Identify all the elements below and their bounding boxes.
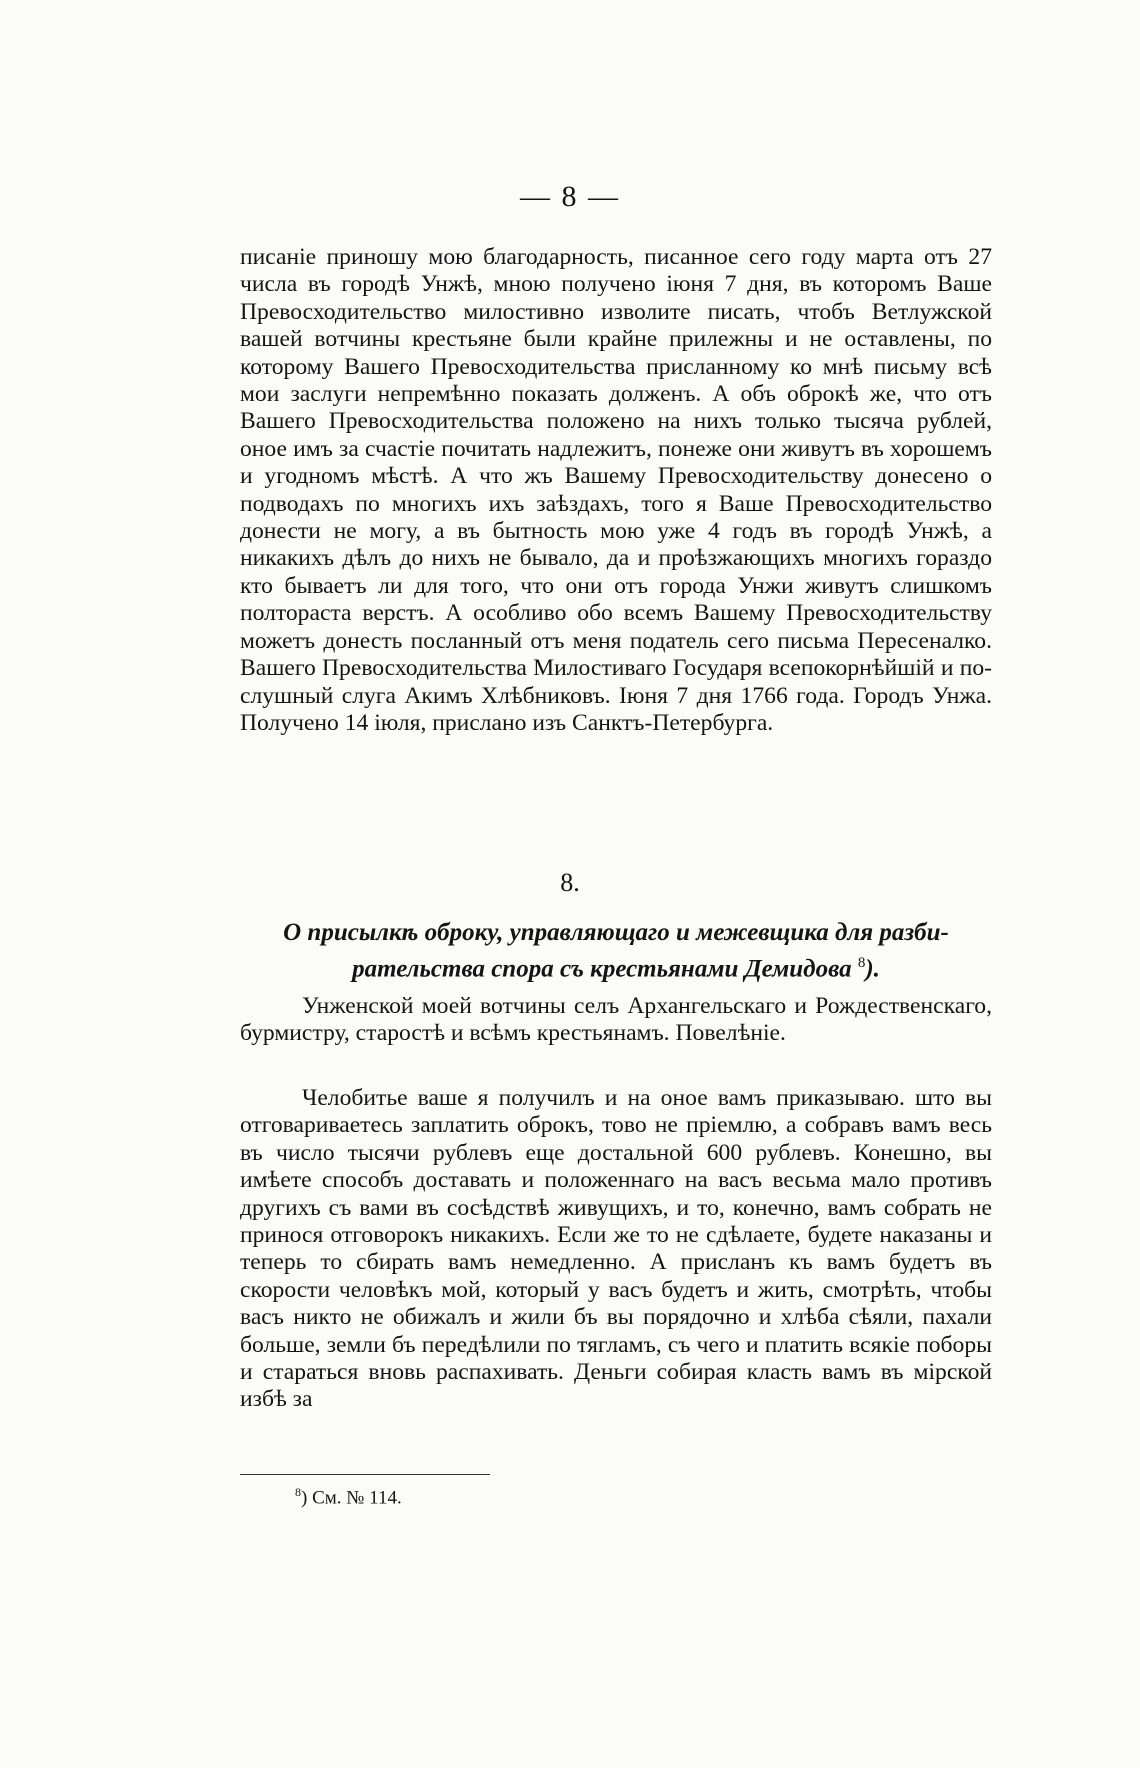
section-number: 8. [560,868,580,897]
footnote-marker: 8 [295,1485,301,1499]
footnote-text: ) См. № 114. [301,1487,402,1509]
page-number: — 8 — [520,180,620,213]
footnote [295,1480,402,1510]
continuation-paragraph [240,244,992,737]
section-title-suffix: ). [865,955,880,983]
section-title [240,918,992,984]
letter-body-text: Челобитье ваше я получилъ и на оное вамъ приказываю. што вы отговариваетесь заплатить оброкъ, тово не прiемлю, а собравъ вамъ весь въ число тысячи рублевъ еще достальной 600 рублевъ. Конешно, вы имѣете способъ доставать и положеннаго на васъ весьма мало противъ другихъ съ вами въ сосѣдствѣ живущихъ, и то, конечно, вамъ собрать не принося отговорокъ никакихъ. Если же то не сдѣлаете, будете наказаны и теперь то сбирать вамъ немедленно. А присланъ къ вамъ будетъ въ скорости человѣкъ мой, который у васъ будетъ и жить, смотрѣть, чтобы васъ никто не обижалъ и жили бъ вы порядочно и хлѣба сѣяли, пахали больше, земли бъ передѣлили по тягламъ, съ чего и платить всякiе поборы и стараться вновь распахивать. Деньги собирая класть вамъ въ мiрской избѣ за [240,1085,992,1413]
letter-address [240,993,992,1048]
continuation-text: писанiе приношу мою благодарность, писанное сего году марта отъ 27 числа въ городѣ Унжѣ, мною получено iюня 7 дня, въ которомъ Ваше Превосходительство милостивно изволите писать, чтобъ Ветлужской вашей вотчины крестьяне были крайне прилежны и не оставлены, по которому Вашего Превосходительства присланному ко мнѣ письму всѣ мои заслуги непремѣнно показать долженъ. А объ оброкѣ же, что отъ Вашего Превосходительства положено на нихъ только тысяча рублей, оное имъ за счастiе почитать надлежитъ, понеже они живутъ въ хорошемъ и угодномъ мѣстѣ. А что жъ Вашему Превосходительству донесено о подводахъ по многихъ ихъ заѣздахъ, того я Ваше Превосходительство донести не могу, а въ бытность мою уже 4 годъ въ городѣ Унжѣ, а никакихъ дѣлъ до нихъ не бывало, да и проѣзжающихъ многихъ гораздо кто бываетъ ли для того, что они отъ города Унжи живутъ слишкомъ полтораста верстъ. А особливо обо всемъ Вашему Превосходительству можетъ донесть посланный отъ меня податель сего письма Пересеналко. Вашего Превосходительства Милостиваго Государя всепокорнѣйшiй и послушный слуга Акимъ Хлѣбниковъ. Iюня 7 дня 1766 года. Городъ Унжа. Получено 14 iюля, прислано изъ Санктъ-Петербурга. [240,244,992,736]
section-title-text: О присылкѣ оброку, управляющаго и межевщика для разбирательства спора съ крестьянами Демидова [283,919,949,983]
section-title-footnote-marker: 8 [857,955,866,971]
footnote-divider [240,1474,490,1475]
letter-body [240,1085,992,1414]
letter-address-text: Унженской моей вотчины селъ Архангельскаго и Рождественскаго, бурмистру, старостѣ и всѣмъ крестьянамъ. Повелѣнiе. [240,993,992,1047]
